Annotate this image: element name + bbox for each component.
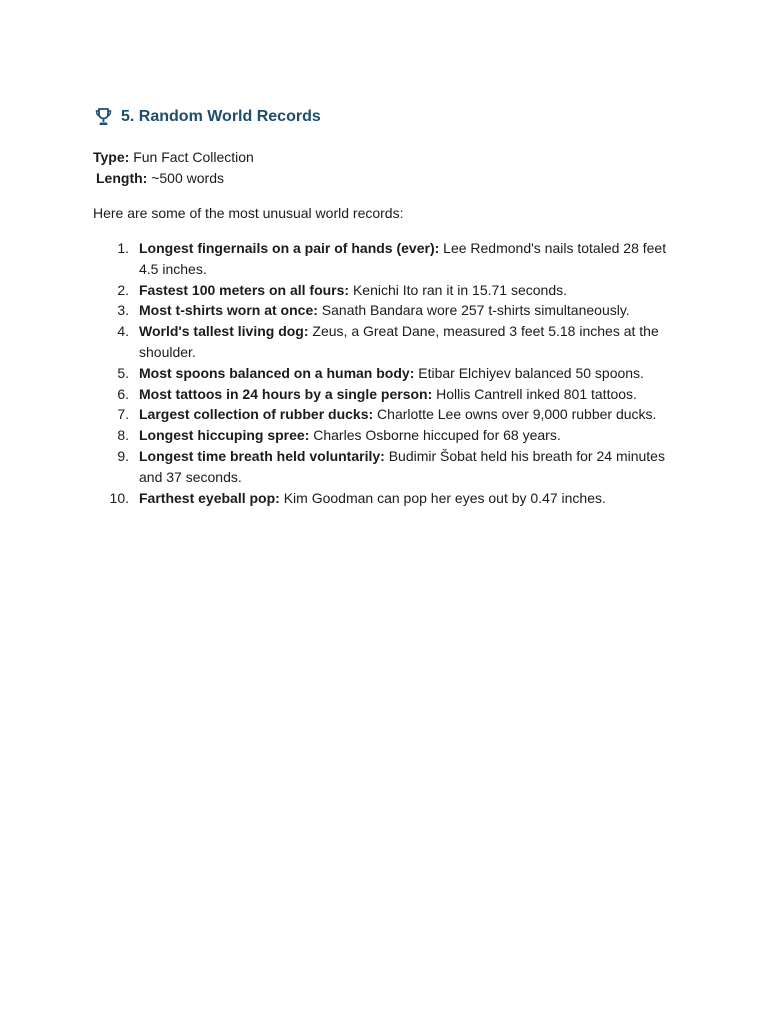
record-text: Zeus, a Great Dane, measured 3 feet 5.18 inches at the shoulder. <box>139 323 659 360</box>
record-text: Hollis Cantrell inked 801 tattoos. <box>436 385 637 402</box>
trophy-icon <box>94 107 113 127</box>
list-number: 6. <box>117 385 129 402</box>
record-label: Largest collection of rubber ducks: <box>139 406 374 423</box>
record-text: Budimir Šobat held his breath for 24 minutes and 37 seconds. <box>139 447 665 485</box>
meta-block <box>93 147 254 189</box>
records-list <box>93 238 683 508</box>
list-item <box>93 488 683 509</box>
section-heading <box>94 106 321 128</box>
type-row <box>93 147 254 168</box>
record-label: World's tallest living dog: <box>139 323 309 340</box>
record-text: Kim Goodman can pop her eyes out by 0.47 inches. <box>283 489 606 506</box>
list-item <box>93 321 683 363</box>
record-label: Longest fingernails on a pair of hands (ever): <box>139 240 440 256</box>
record-label: Most tattoos in 24 hours by a single person: <box>139 385 433 402</box>
list-number: 1. <box>117 240 129 256</box>
intro-text: Here are some of the most unusual world records: <box>93 205 404 221</box>
length-value: ~500 words <box>151 170 224 186</box>
record-label: Longest hiccuping spree: <box>139 427 310 444</box>
list-number: 4. <box>117 323 129 340</box>
section-title: 5. Random World Records <box>121 108 321 125</box>
record-text: Lee Redmond's nails totaled 28 feet 4.5 inches. <box>139 240 667 277</box>
record-text: Kenichi Ito ran it in 15.71 seconds. <box>352 281 567 298</box>
list-item <box>93 384 683 405</box>
list-number: 5. <box>117 364 129 381</box>
record-text: Charlotte Lee owns over 9,000 rubber ducks. <box>377 406 657 423</box>
list-number: 2. <box>117 281 129 298</box>
record-text: Charles Osborne hiccuped for 68 years. <box>313 427 561 444</box>
record-label: Farthest eyeball pop: <box>139 489 280 506</box>
list-item <box>93 404 683 425</box>
length-label: Length: <box>96 170 148 186</box>
list-number: 10. <box>109 489 129 506</box>
list-number: 8. <box>117 427 129 444</box>
record-label: Longest time breath held voluntarily: <box>139 447 385 464</box>
list-item <box>93 238 683 280</box>
record-label: Most spoons balanced on a human body: <box>139 364 415 381</box>
record-text: Etibar Elchiyev balanced 50 spoons. <box>418 364 644 381</box>
list-item <box>93 280 683 301</box>
list-item <box>93 363 683 384</box>
list-item <box>93 300 683 321</box>
record-label: Most t-shirts worn at once: <box>139 302 318 319</box>
record-text: Sanath Bandara wore 257 t-shirts simultaneously. <box>321 302 630 319</box>
record-label: Fastest 100 meters on all fours: <box>139 281 350 298</box>
type-label: Type: <box>93 149 130 165</box>
list-number: 7. <box>117 406 129 423</box>
type-value: Fun Fact Collection <box>133 149 254 165</box>
list-number: 3. <box>117 302 129 319</box>
length-row <box>93 168 254 189</box>
list-item <box>93 446 683 488</box>
list-number: 9. <box>117 447 129 464</box>
list-item <box>93 425 683 446</box>
